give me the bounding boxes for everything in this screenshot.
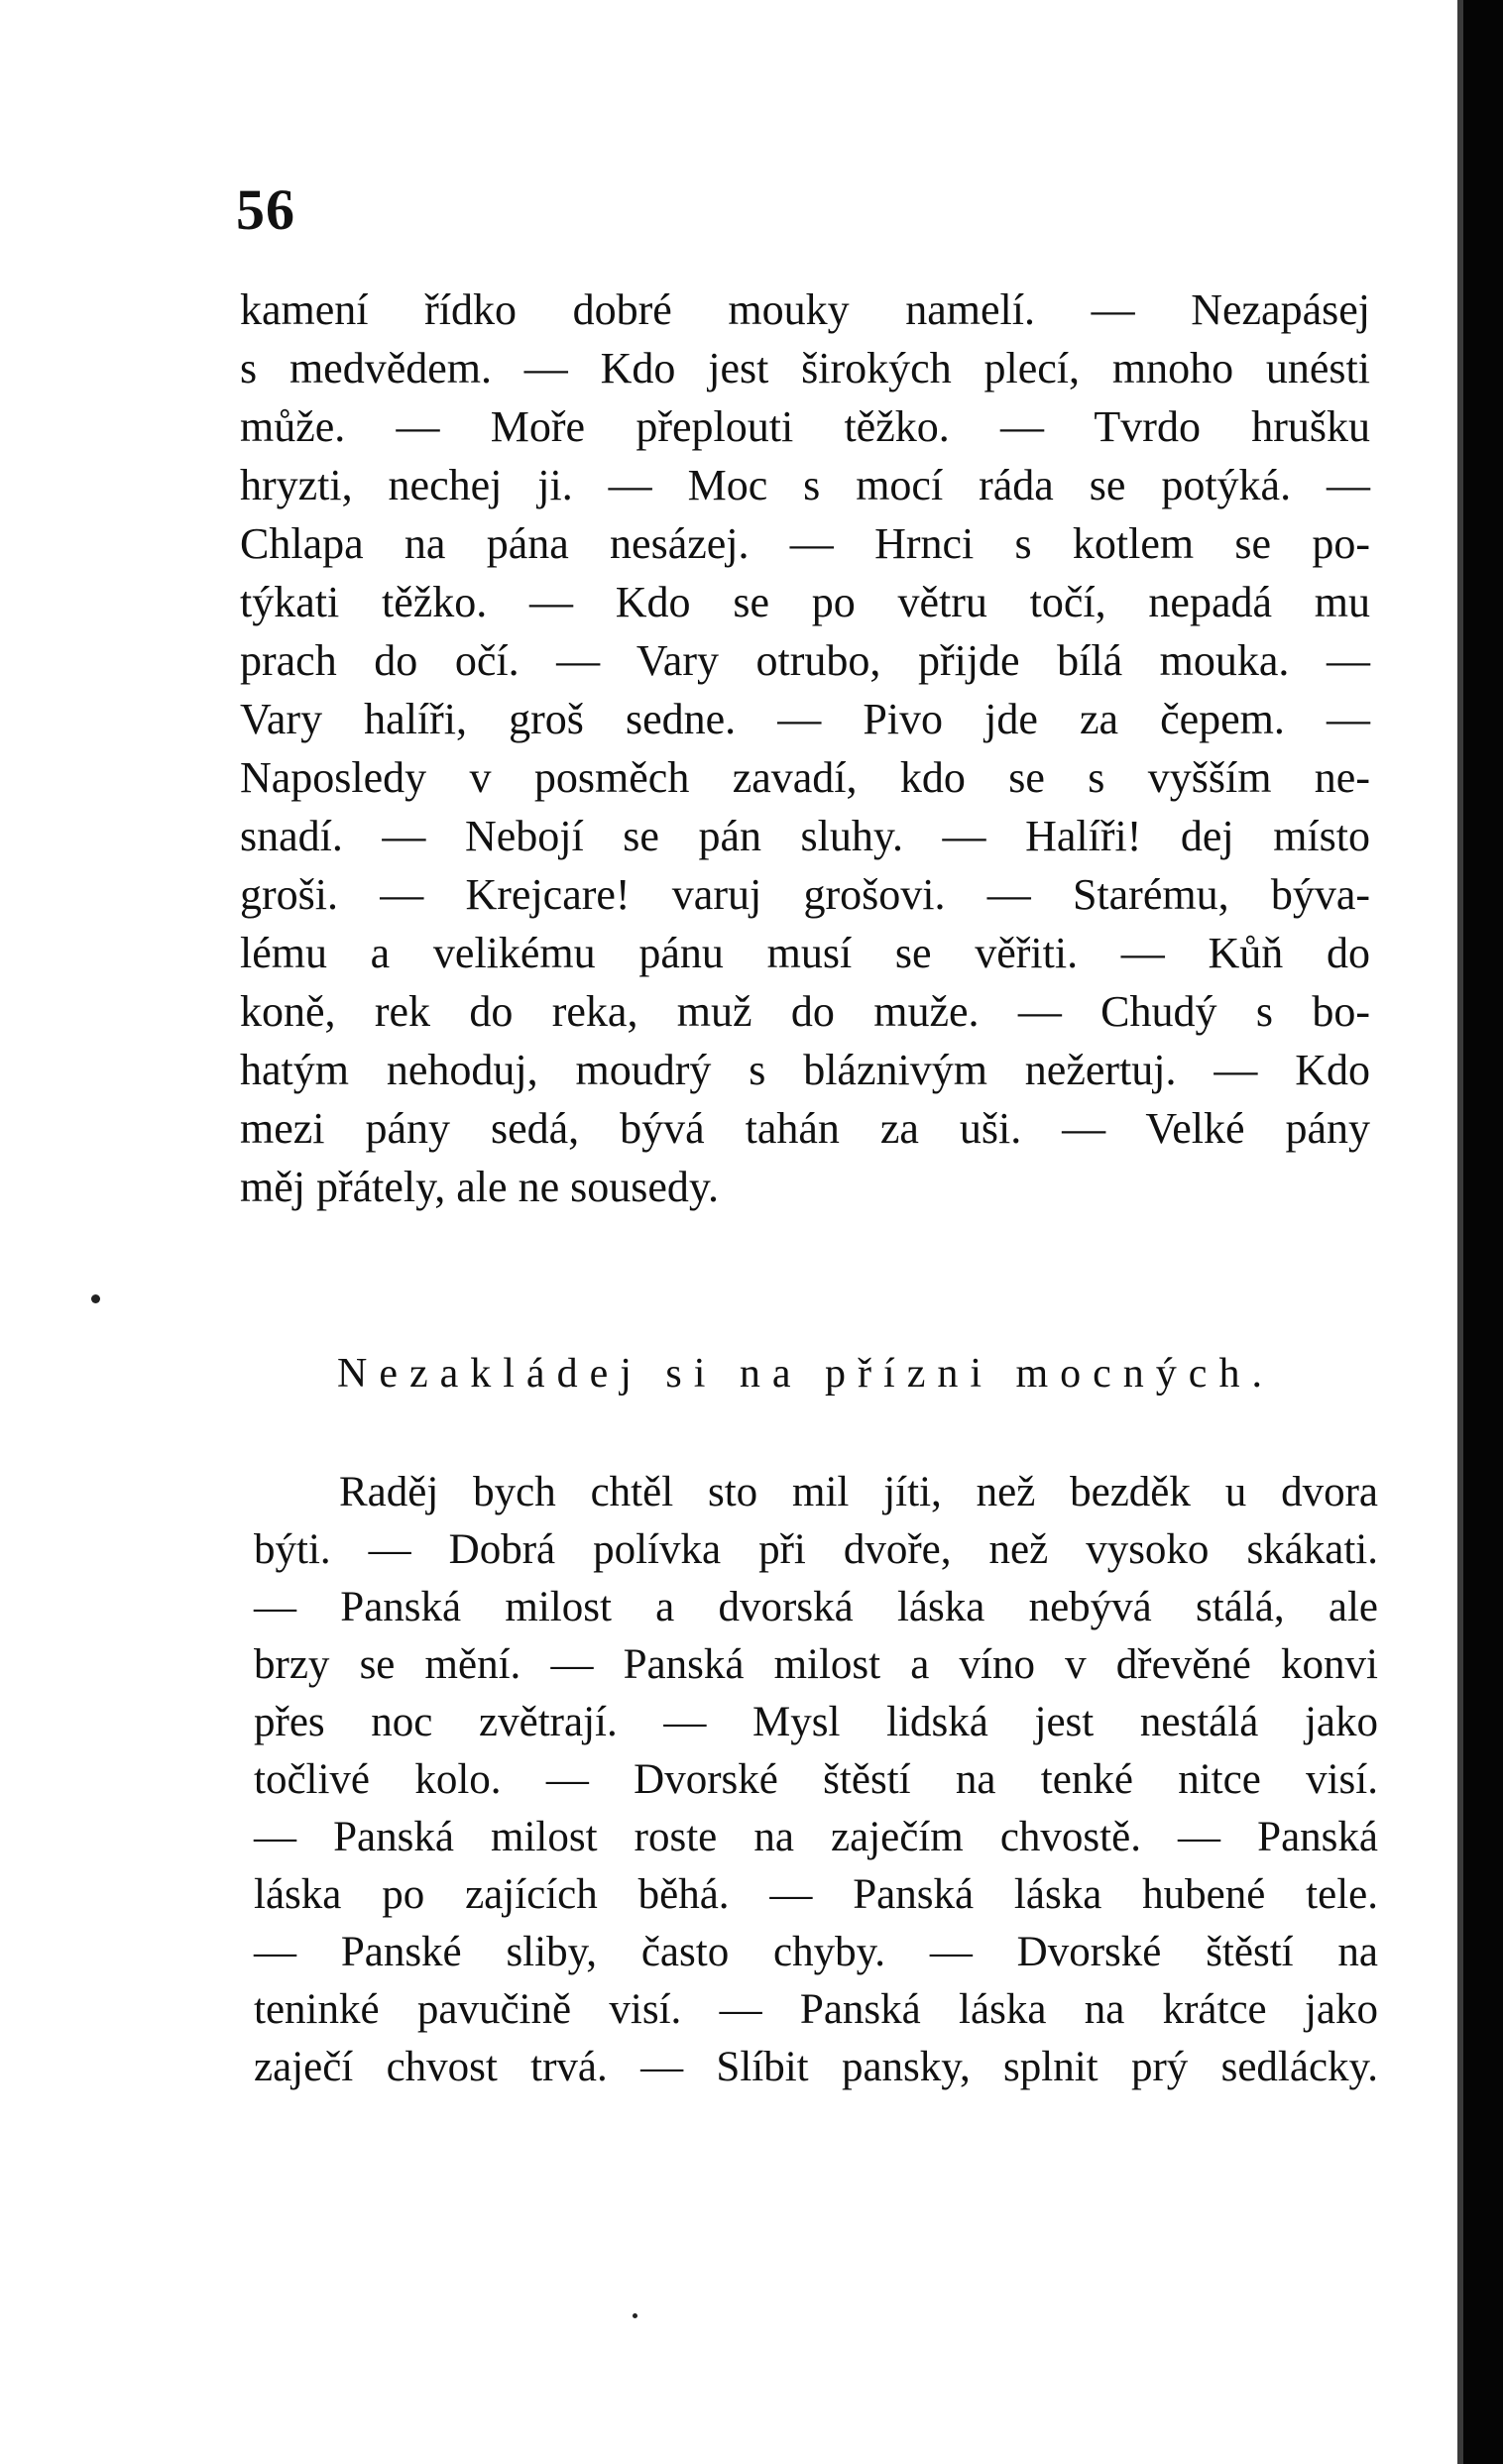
scan-speck (91, 1294, 100, 1303)
text-line: — Panské sliby, často chyby. — Dvorské štěstí na (254, 1929, 1378, 1975)
text-line: — Panská milost roste na zaječím chvostě. — Panská (254, 1814, 1378, 1860)
text-line: groši. — Krejcare! varuj grošovi. — Starému, býva- (240, 870, 1370, 919)
text-line: Naposledy v posměch zavadí, kdo se s vyšším ne- (240, 753, 1370, 802)
section-heading: Nezakládej si na přízni mocných. (337, 1351, 1274, 1397)
paragraph-proverbs-1 (240, 280, 1370, 1216)
text-line: přes noc zvětrají. — Mysl lidská jest nestálá jako (254, 1699, 1378, 1745)
text-line: prach do očí. — Vary otrubo, přijde bílá mouka. — (240, 636, 1370, 685)
text-line: teninké pavučině visí. — Panská láska na krátce jako (254, 1986, 1378, 2033)
text-line: brzy se mění. — Panská milost a víno v dřevěné konvi (254, 1641, 1378, 1688)
text-line: hatým nehoduj, moudrý s bláznivým nežertuj. — Kdo (240, 1046, 1370, 1094)
text-line: koně, rek do reka, muž do muže. — Chudý s bo- (240, 987, 1370, 1036)
text-line: s medvědem. — Kdo jest širokých plecí, mnoho unésti (240, 344, 1370, 392)
text-line: snadí. — Nebojí se pán sluhy. — Halíři! dej místo (240, 812, 1370, 860)
text-line: Chlapa na pána nesázej. — Hrnci s kotlem se po- (240, 519, 1370, 568)
text-line: lému a velikému pánu musí se věřiti. — Kůň do (240, 929, 1370, 977)
text-line: týkati těžko. — Kdo se po větru točí, nepadá mu (240, 578, 1370, 626)
page-number: 56 (236, 177, 295, 242)
text-line: hryzti, nechej ji. — Moc s mocí ráda se potýká. — (240, 461, 1370, 509)
text-line: Vary halíři, groš sedne. — Pivo jde za čepem. — (240, 695, 1370, 743)
text-line: Raděj bych chtěl sto mil jíti, než bezděk u dvora (339, 1469, 1378, 1515)
text-line: může. — Moře přeplouti těžko. — Tvrdo hrušku (240, 402, 1370, 451)
text-line: zaječí chvost trvá. — Slíbit pansky, splnit prý sedlácky. (254, 2044, 1378, 2090)
scan-border (1463, 0, 1503, 2464)
text-line: — Panská milost a dvorská láska nebývá stálá, ale (254, 1584, 1378, 1630)
scan-speck (633, 2313, 637, 2318)
text-line: býti. — Dobrá polívka při dvoře, než vysoko skákati. (254, 1526, 1378, 1573)
text-line: kamení řídko dobré mouky namelí. — Nezapásej (240, 285, 1370, 334)
text-line: točlivé kolo. — Dvorské štěstí na tenké nitce visí. (254, 1756, 1378, 1803)
text-line: měj přátely, ale ne sousedy. (240, 1163, 720, 1211)
text-line: láska po zajících běhá. — Panská láska hubené tele. (254, 1871, 1378, 1918)
paragraph-proverbs-2 (254, 1464, 1378, 2096)
text-line: mezi pány sedá, bývá tahán za uši. — Velké pány (240, 1104, 1370, 1153)
